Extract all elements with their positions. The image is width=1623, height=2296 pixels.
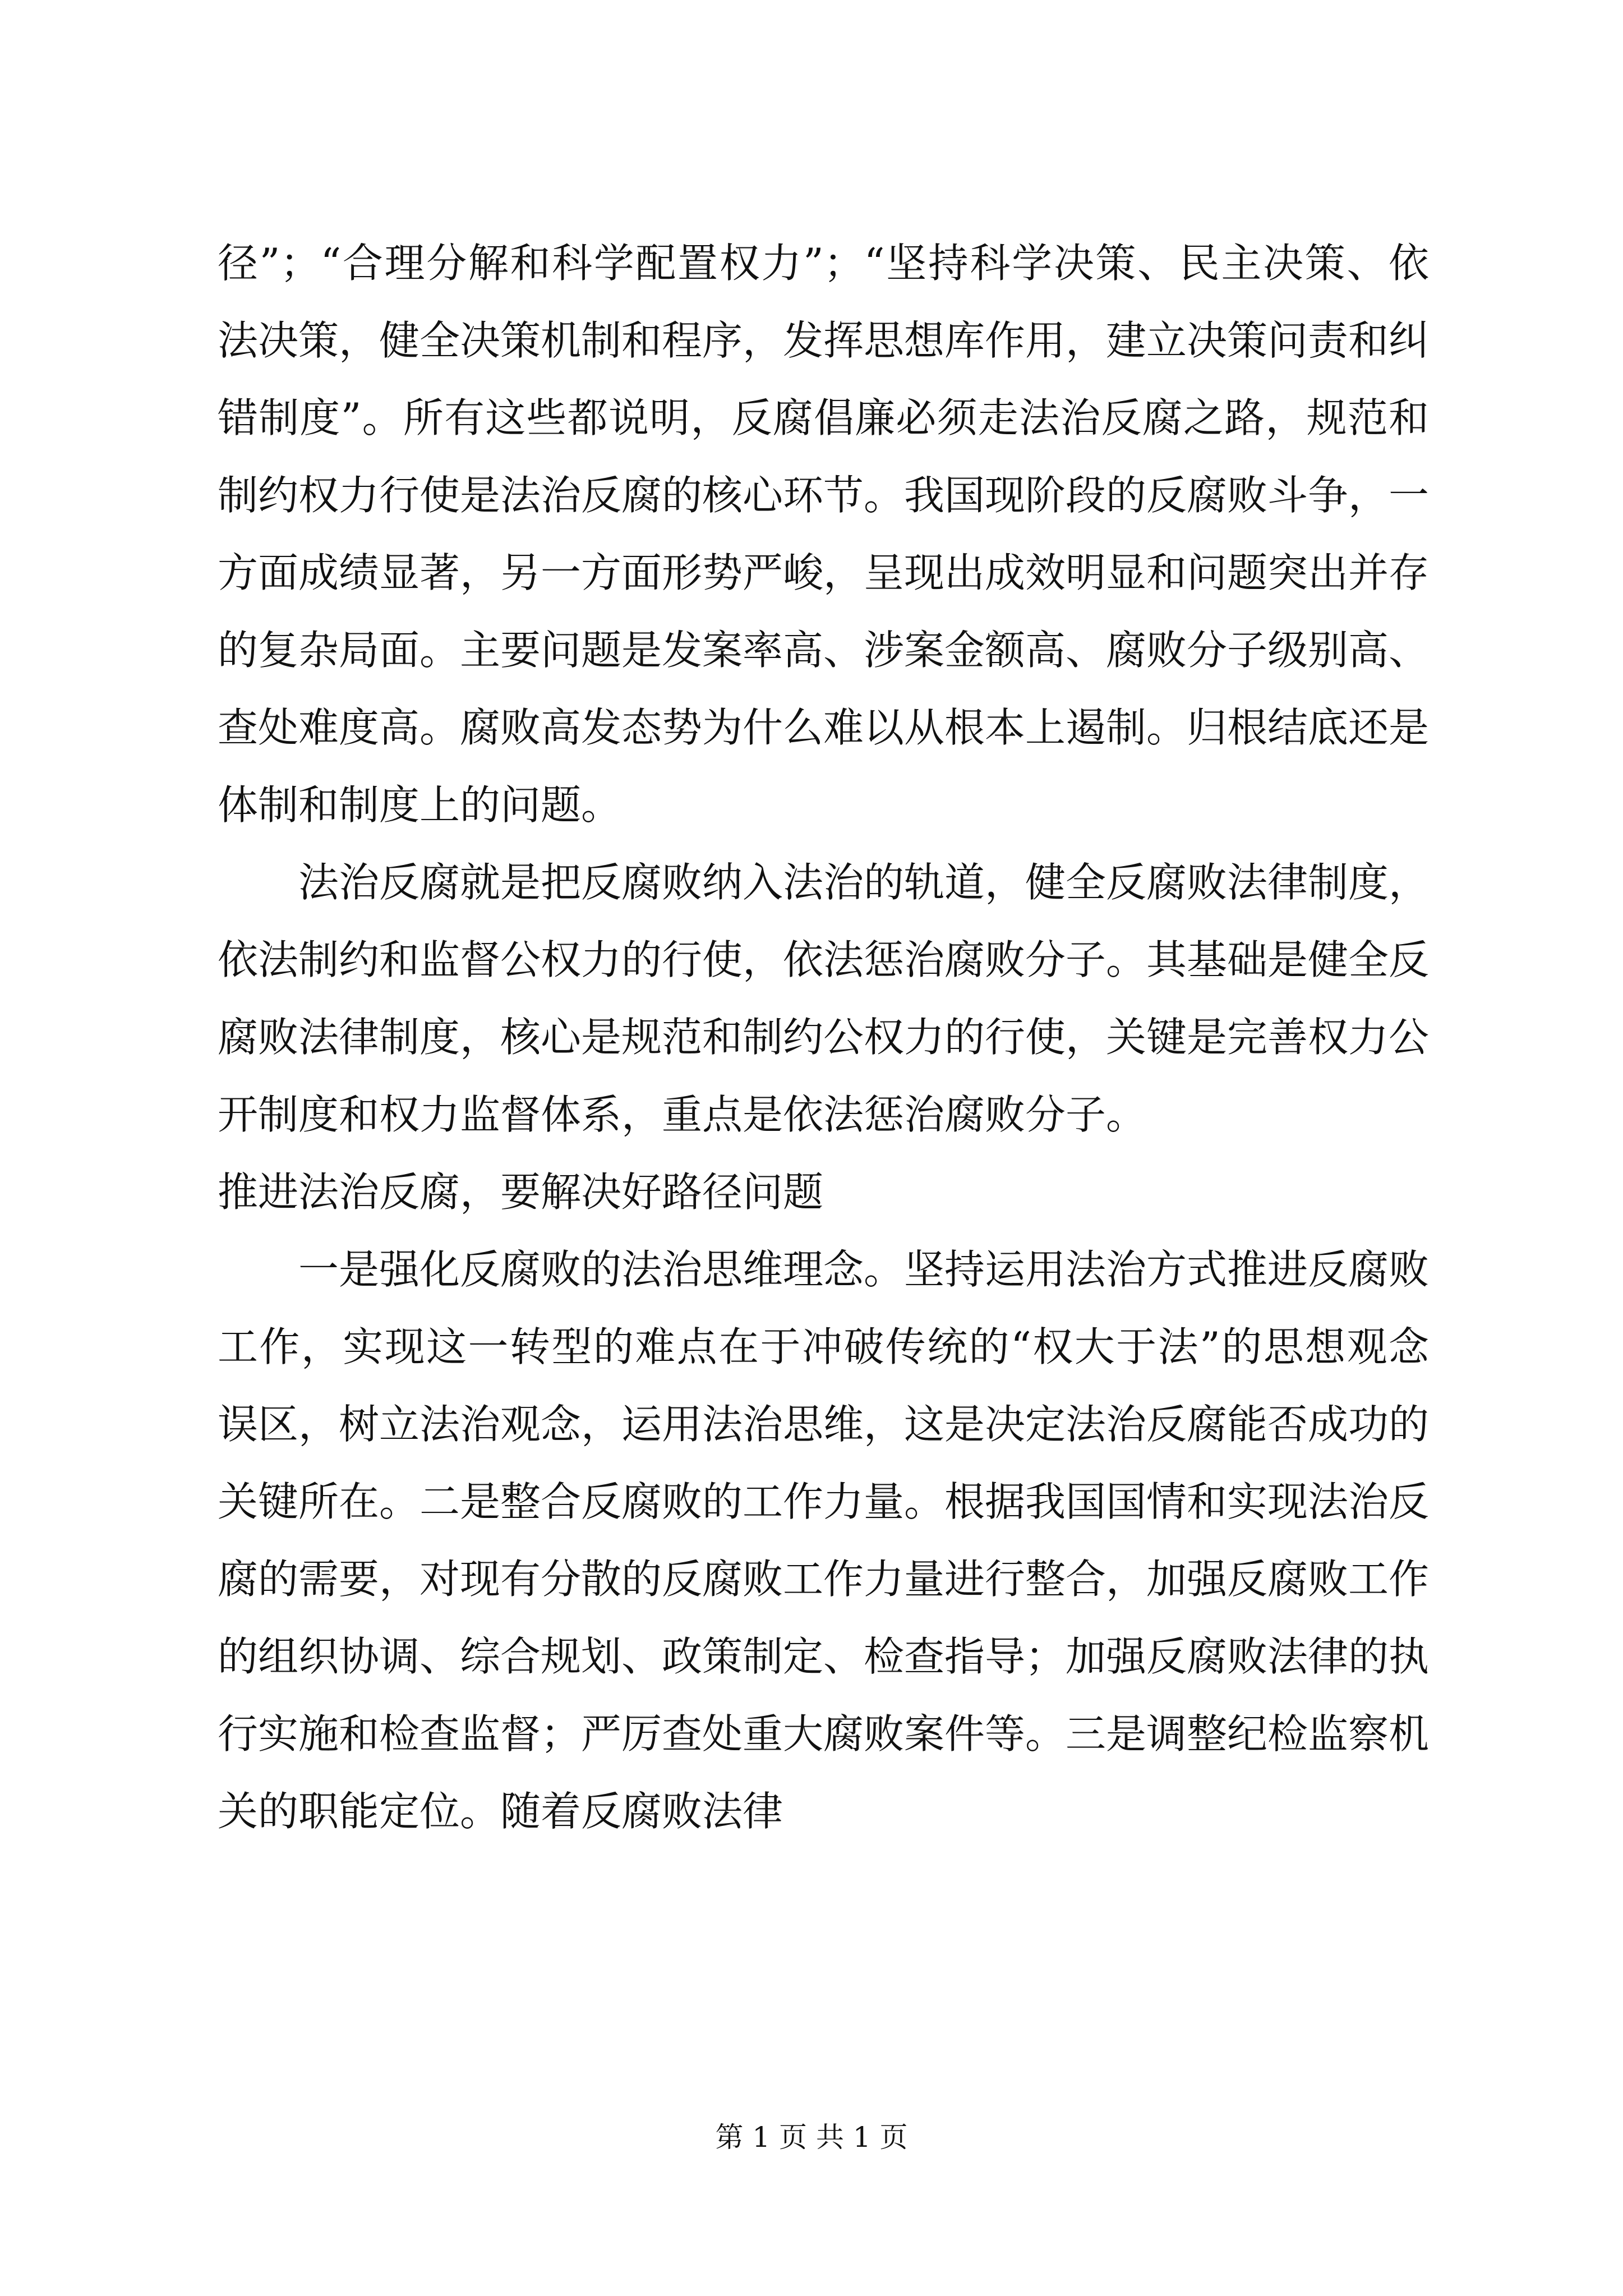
section-heading: 推进法治反腐，要解决好路径问题 [218,1168,824,1216]
page-number: 第 1 页 共 1 页 [715,2121,908,2154]
paragraph-1: 径”；“合理分解和科学配置权力”；“坚持科学决策、民主决策、依法决策，健全决策机制和程序，发挥思想库作用，建立决策问责和纠错制度”。所有这些都说明，反腐倡廉必须走法治反腐之路，规范和制约权力行使是法治反腐的核心环节。我国现阶段的反腐败斗争，一方面成绩显著，另一方面形势严峻，呈现出成效明显和问题突出并存的复杂局面。主要问题是发案率高、涉案金额高、腐败分子级别高、查处难度高。腐败高发态势为什么难以从根本上遏制。归根结底还是体制和制度上的问题。 [218,240,1430,829]
page-footer [0,2115,1623,2155]
document-body [218,224,1429,1850]
paragraph-3: 一是强化反腐败的法治思维理念。坚持运用法治方式推进反腐败工作，实现这一转型的难点在于冲破传统的“权大于法”的思想观念误区，树立法治观念，运用法治思维，这是决定法治反腐能否成功的关键所在。二是整合反腐败的工作力量。根据我国国情和实现法治反腐的需要，对现有分散的反腐败工作力量进行整合，加强反腐败工作的组织协调、综合规划、政策制定、检查指导；加强反腐败法律的执行实施和检查监督；严厉查处重大腐败案件等。三是调整纪检监察机关的职能定位。随着反腐败法律 [218,1246,1430,1835]
paragraph-2: 法治反腐就是把反腐败纳入法治的轨道，健全反腐败法律制度，依法制约和监督公权力的行使，依法惩治腐败分子。其基础是健全反腐败法律制度，核心是规范和制约公权力的行使，关键是完善权力公开制度和权力监督体系，重点是依法惩治腐败分子。 [218,859,1430,1138]
